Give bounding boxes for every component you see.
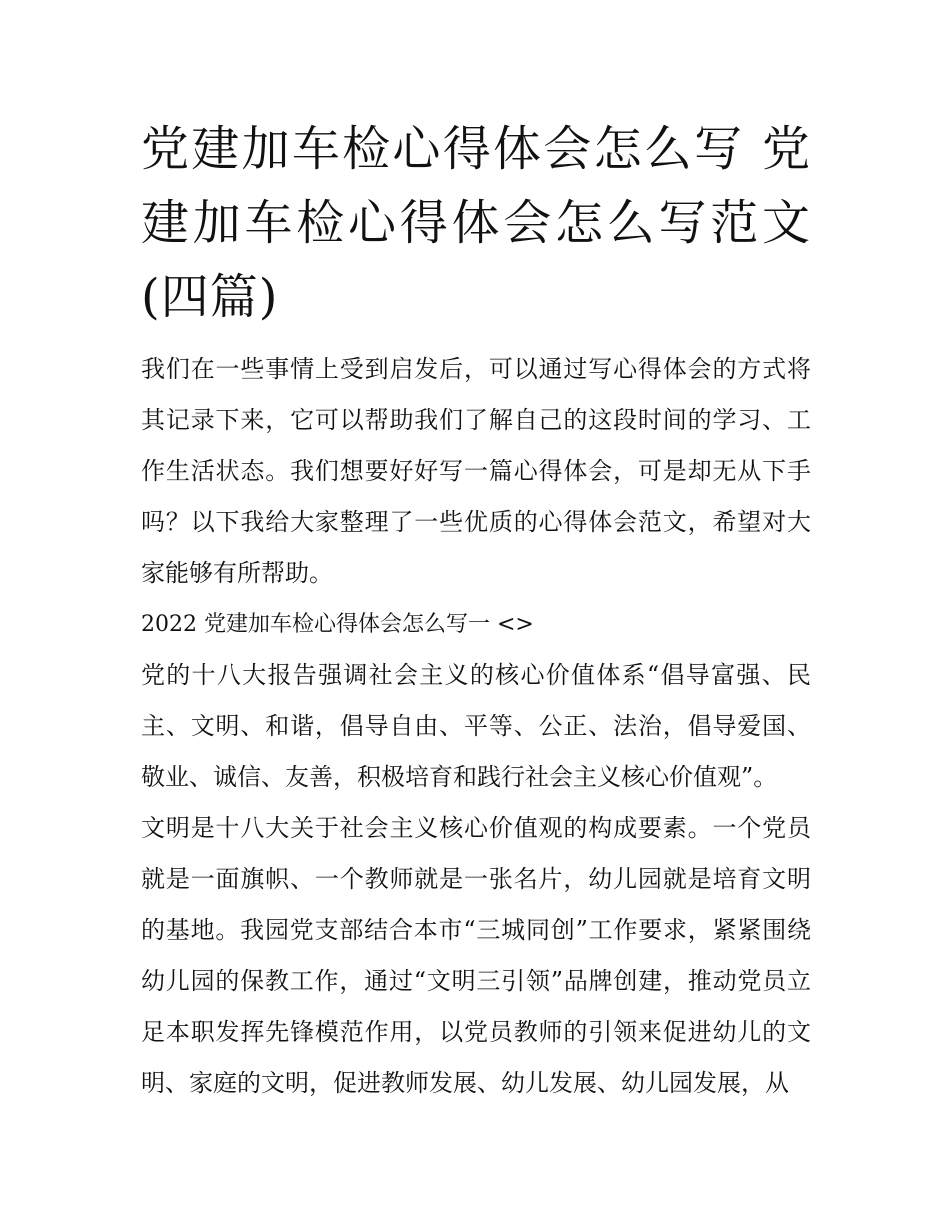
document-page	[141, 112, 811, 1109]
section-heading: 2022 党建加车检心得体会怎么写一 <>	[141, 612, 534, 637]
body-paragraph-1: 党的十八大报告强调社会主义的核心价值体系“倡导富强、民主、文明、和谐，倡导自由、平等、公正、法治，倡导爱国、敬业、诚信、友善，积极培育和践行社会主义核心价值观”。	[141, 661, 811, 791]
intro-paragraph: 我们在一些事情上受到启发后，可以通过写心得体会的方式将其记录下来，它可以帮助我们了解自己的这段时间的学习、工作生活状态。我们想要好好写一篇心得体会，可是却无从下手吗？以下我给大家整理了一些优质的心得体会范文，希望对大家能够有所帮助。	[141, 355, 811, 587]
document-title: 党建加车检心得体会怎么写 党建加车检心得体会怎么写范文(四篇)	[141, 121, 811, 325]
body-paragraph-2: 文明是十八大关于社会主义核心价值观的构成要素。一个党员就是一面旗帜、一个教师就是一张名片，幼儿园就是培育文明的基地。我园党支部结合本市“三城同创”工作要求，紧紧围绕幼儿园的保教工作，通过“文明三引领”品牌创建，推动党员立足本职发挥先锋模范作用，以党员教师的引领来促进幼儿的文明、家庭的文明，促进教师发展、幼儿发展、幼儿园发展，从	[141, 814, 811, 1097]
